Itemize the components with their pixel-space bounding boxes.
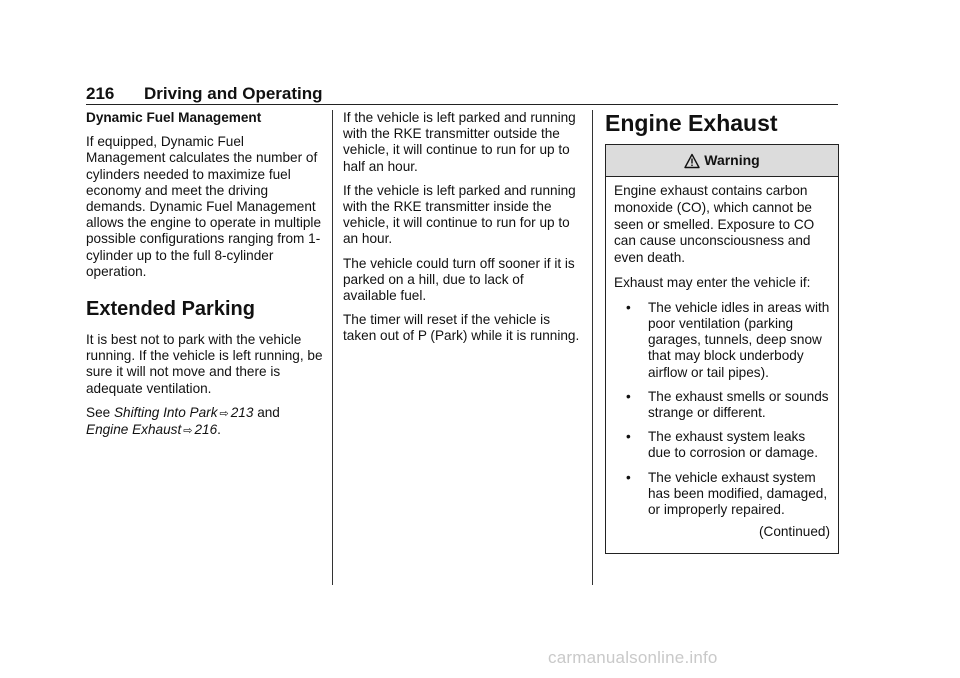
dfm-subheading: Dynamic Fuel Management [86, 110, 262, 125]
extended-parking-heading: Extended Parking [86, 298, 255, 321]
engine-exhaust-heading: Engine Exhaust [605, 110, 778, 136]
column-1 [86, 110, 324, 447]
warning-triangle-icon [684, 153, 700, 169]
bullet-icon: • [626, 429, 631, 445]
and-text: and [257, 404, 280, 420]
column-divider [332, 110, 333, 585]
rke-outside-paragraph: If the vehicle is left parked and running with the RKE transmitter outside the vehicle, it will continue to run for up to half an hour. [343, 110, 576, 174]
see-prefix: See [86, 404, 111, 420]
page-ref-arrow-icon: ⇨ [183, 425, 193, 438]
rke-inside-paragraph: If the vehicle is left parked and running with the RKE transmitter inside the vehicle, it will continue to run for up to an hour. [343, 182, 576, 247]
warning-bullet-list [624, 300, 830, 518]
list-item-text: The exhaust system leaks due to corrosion or damage. [648, 429, 819, 461]
parking-paragraph: It is best not to park with the vehicle running. If the vehicle is left running, be sure it will not move and there is adequate ventilation. [86, 332, 323, 396]
ref-page-216[interactable]: 216 [194, 422, 218, 438]
column-divider [592, 110, 593, 585]
warning-intro: Engine exhaust contains carbon monoxide (CO), which cannot be seen or smelled. Exposure to CO can cause unconsciousness and even death. [614, 183, 815, 266]
bullet-icon: • [626, 388, 631, 404]
page-number: 216 [86, 84, 115, 103]
list-item [624, 470, 830, 519]
timer-paragraph: The timer will reset if the vehicle is taken out of P (Park) while it is running. [343, 312, 580, 344]
warning-box [605, 144, 839, 554]
bullet-icon: • [626, 469, 631, 485]
column-2 [343, 110, 581, 353]
continued-label: (Continued) [758, 524, 830, 540]
list-item [624, 429, 830, 461]
list-item-text: The vehicle exhaust system has been modified, damaged, or improperly repaired. [648, 469, 828, 518]
list-item [624, 300, 830, 381]
ref-page-213[interactable]: 213 [230, 404, 254, 420]
list-item-text: The exhaust smells or sounds strange or different. [648, 388, 829, 420]
warning-header [606, 145, 838, 177]
page-header [86, 84, 838, 105]
warning-title: Warning [704, 152, 760, 169]
ref-shifting-into-park-link[interactable]: Shifting Into Park [113, 404, 218, 420]
bullet-icon: • [626, 299, 631, 315]
page-ref-arrow-icon: ⇨ [219, 407, 229, 420]
warning-list-intro: Exhaust may enter the vehicle if: [614, 274, 811, 290]
column-3 [605, 110, 839, 554]
list-item [624, 389, 830, 421]
dfm-paragraph: If equipped, Dynamic Fuel Management calculates the number of cylinders needed to maximize fuel economy and meet the driving demands. Dynamic Fuel Management allows the engine to operate in multiple possible configurations ranging from 1-cylinder up to the full 8-cylinder operation. [86, 134, 322, 279]
hill-paragraph: The vehicle could turn off sooner if it is parked on a hill, due to lack of available fuel. [343, 255, 575, 304]
warning-body [606, 177, 838, 553]
watermark: carmanualsonline.info [548, 648, 718, 667]
period: . [217, 422, 221, 438]
ref-engine-exhaust-link[interactable]: Engine Exhaust [86, 422, 182, 438]
list-item-text: The vehicle idles in areas with poor ventilation (parking garages, tunnels, deep snow that may block underbody airflow or tail pipes). [648, 299, 830, 380]
see-reference [86, 405, 324, 439]
section-title: Driving and Operating [144, 84, 323, 103]
